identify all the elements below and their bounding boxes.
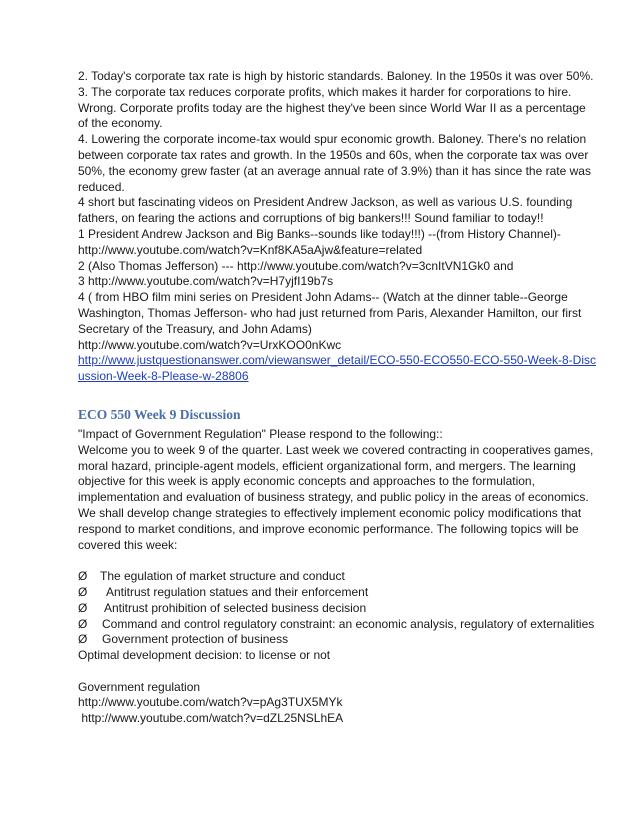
bullet-item: Ø The egulation of market structure and conduct (78, 569, 345, 584)
point-2: 2. Today's corporate tax rate is high by historic standards. Baloney. In the 1950s it was over 50%. (78, 69, 594, 83)
top-section (78, 69, 598, 385)
video-4: 4 ( from HBO film mini series on President John Adams-- (Watch at the dinner table--George Washington, Thomas Jefferson- who had just returned from Paris, Alexander Hamilton, our first Secretary of the Treasury, and John Adams) (78, 290, 582, 336)
video-4-url: http://www.youtube.com/watch?v=UrxKOO0nKwc (78, 337, 342, 352)
government-regulation-label: Government regulation (78, 679, 201, 694)
bullet-item: Ø Antitrust regulation statues and their enforcement (78, 584, 369, 599)
justquestionanswer-link[interactable]: http://www.justquestionanswer.com/viewanswer_detail/ECO-550-ECO550-ECO-550-Week-8-Discussion-Week-8-Please-w-28806 (78, 353, 596, 384)
point-4: 4. Lowering the corporate income-tax would spur economic growth. Baloney. There's no relation between corporate tax rates and growth. In the 1950s and 60s, when the corporate tax was over 50%, the economy grew faster (at an average annual rate of 3.9%) than it has since the rate was reduced. (78, 132, 591, 194)
bullet-arrow-icon: Ø (78, 569, 88, 584)
welcome-paragraph: Welcome you to week 9 of the quarter. Last week we covered contracting in cooperatives games, moral hazard, principle-agent models, efficient organizational form, and mergers. The learning objective for this week is apply economic concepts and approaches to the formulation, implementation and evaluation of business strategy, and public policy in the areas of economics. We shall develop change strategies to effectively implement economic policy modifications that respond to market conditions, and improve economic performance. The following topics will be covered this week: (78, 442, 594, 552)
bullet-item: Ø Command and control regulatory constraint: an economic analysis, regulatory of externalities (78, 616, 595, 631)
bullet-arrow-icon: Ø (78, 600, 88, 615)
bullet-item: Ø Government protection of business (78, 632, 289, 647)
video-1: 1 President Andrew Jackson and Big Banks--sounds like today!!!) --(from History Channel)- http://www.youtube.com/watch?v=Knf8KA5aAjw&feature=related (78, 226, 561, 257)
videos-intro: 4 short but fascinating videos on President Andrew Jackson, as well as various U.S. founding fathers, on fearing the actions and corruptions of big bankers!!! Sound familiar to today!! (78, 195, 573, 226)
bullet-arrow-icon: Ø (78, 584, 88, 599)
point-3: 3. The corporate tax reduces corporate profits, which makes it harder for corporations to hire. Wrong. Corporate profits today are the highest they've been since World War II as a percentage of the economy. (78, 84, 586, 131)
video-url-2: http://www.youtube.com/watch?v=dZL25NSLhEA (78, 711, 344, 726)
bullet-item: Ø Antitrust prohibition of selected business decision (78, 600, 367, 615)
video-2: 2 (Also Thomas Jefferson) --- http://www.youtube.com/watch?v=3cnItVN1Gk0 and (78, 258, 514, 273)
week9-section (78, 427, 598, 727)
video-url-1: http://www.youtube.com/watch?v=pAg3TUX5MYk (78, 695, 343, 710)
bullet-arrow-icon: Ø (78, 616, 88, 631)
video-3: 3 http://www.youtube.com/watch?v=H7yjfI19b7s (78, 274, 334, 289)
optimal-decision-line: Optimal development decision: to license or not (78, 648, 331, 663)
bullet-arrow-icon: Ø (78, 632, 88, 647)
prompt-line: "Impact of Government Regulation" Please respond to the following:: (78, 426, 443, 441)
section-heading: ECO 550 Week 9 Discussion (78, 406, 241, 422)
